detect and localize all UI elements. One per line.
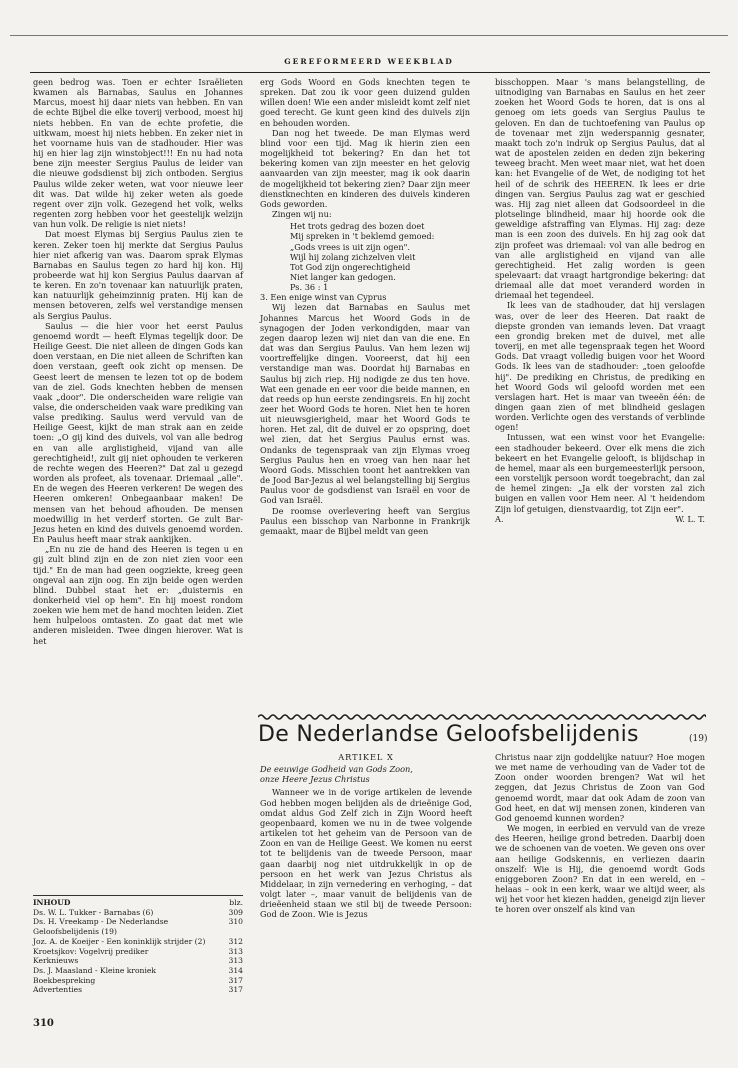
- toc-entry-page: 313: [228, 946, 243, 956]
- poem-line: Mij spreken in 't beklemd gemoed:: [290, 231, 435, 242]
- article-column-2: [495, 752, 705, 915]
- toc-entry: [33, 908, 243, 918]
- column-1: [33, 77, 243, 646]
- signature-author: W. L. T.: [675, 513, 705, 524]
- toc-entry-page: 312: [228, 936, 243, 946]
- toc-entry-title: Advertenties: [33, 985, 83, 995]
- paragraph: Intussen, wat een winst voor het Evangelie: een stadhouder bekeerd. Over elk mens die zich bekeert en het Evangelie gelooft, is blijdschap in de hemel, maar als een burgemeesterlijk persoon, een vorstelijk persoon wordt toegebracht, dan zal de hemel zingen: „Ja elk der vorsten zal zich buigen en vallen voor Hem neer. Al 't heidendom Zijn lof getuigen, dienstvaardig, tot Zijn eer".: [495, 432, 705, 514]
- toc-entry-title: Joz. A. de Koeijer - Een koninklijk strijder (2): [33, 936, 206, 946]
- paragraph: geen bedrog was. Toen er echter Israëlieten kwamen als Barnabas, Saulus en Johannes Marcus, moest hij daar niets van hebben. En van de echte Bijbel die elke toverij verbood, moest hij niets hebben. En van de echte profetie, die uitkwam, moest hij niets hebben. En zeker niet in het voorname huis van de stadhouder. Hier was hij en hier lag zijn winstobject!!! En nu had nota bene zijn meester Sergius Paulus de leider van die nieuwe godsdienst bij zich ontboden. Sergius Paulus wilde zeker weten, wat voor nieuwe leer dit was. Dat wilde hij zeker weten als goede regent over zijn volk. Gezegend het volk, welks regenten zorg hebben voor het geestelijk welzijn van hun volk. De religie is niet niets!: [33, 77, 243, 230]
- toc-entry-title: Ds. J. Maasland - Kleine kroniek: [33, 965, 156, 975]
- poem-line: Wijl hij zolang zichzelven vleit: [290, 251, 416, 262]
- toc-entry: [33, 937, 243, 947]
- toc-entry: [33, 947, 243, 957]
- subtitle-line: De eeuwige Godheid van Gods Zoon,: [260, 764, 413, 775]
- page-number: 310: [33, 1018, 54, 1029]
- paragraph: „En nu zie de hand des Heeren is tegen u en gij zult blind zijn en de zon niet zien voor een tijd." En de man had geen oogziekte, kreeg geen ongeval aan zijn oog. En zijn beide ogen werden blind. Dubbel staat het er: „duisternis en donkerheid viel op hem". En hij moest rondom zoeken wie hem met de hand mochten leiden. Ziet hem hulpeloos omtasten. Zo gaat dat met wie anderen misleiden. Twee dingen hierover. Wat is het: [33, 544, 243, 646]
- toc-entry: [33, 976, 243, 986]
- toc-entry-title: Boekbespreking: [33, 975, 96, 985]
- running-header: GEREFORMEERD WEEKBLAD: [284, 57, 454, 66]
- signature: [495, 514, 705, 524]
- signature-initial: A.: [495, 513, 504, 524]
- psalm-reference: Ps. 36 : 1: [290, 282, 329, 293]
- column-2: [260, 77, 470, 536]
- section-heading: 3. Een enige winst van Cyprus: [260, 292, 387, 303]
- header-rule: [30, 72, 710, 73]
- toc-entry-title: Ds. H. Vreekamp - De Nederlandse Geloofsbelijdenis (19): [33, 917, 169, 937]
- poem-line: „Gods vrees is uit zijn ogen".: [290, 241, 411, 252]
- paragraph: Wij lezen dat Barnabas en Saulus met Johannes Marcus het Woord Gods in de synagogen der Joden verkondigden, maar van zegen daarop lezen wij niet dan van die ene. En dat was dan Sergius Paulus. Van hem lezen wij voortreffelijke dingen. Vooreerst, dat hij een verstandige man was. Doordat hij Barnabas en Saulus bij zich riep. Hij nodigde ze dus ten hove. Wat een genade en eer voor die beide mannen, en dat reeds op hun eerste zendingsreis. En hij zocht zeer het Woord Gods te horen. Niet hen te horen uit nieuwsgierigheid, maar het Woord Gods te horen. Het zal, dit de duivel er zo opspring, doet wel zien, dat het Sergius Paulus ernst was. Ondanks de tegenspraak van zijn Elymas vroeg Sergius Paulus hen en vroeg van hen naar het Woord Gods. Misschien toont het aantrekken van de Jood Bar-Jezus al wel belangstelling bij Sergius Paulus voor de godsdienst van Israël en voor de God van Israël.: [260, 302, 470, 506]
- paragraph: Dan nog het tweede. De man Elymas werd blind voor een tijd. Mag ik hierin zien een mogelijkheid tot bekering? En dan het tot bekering komen van zijn meester en het gelovig aanvaarden van zijn meester, mag ik ook daarin de mogelijkheid tot bekering zien? Daar zijn meer dienstknechten en kinderen des duivels kinderen Gods geworden.: [260, 127, 470, 209]
- psalm-quote: [290, 221, 470, 292]
- poem-line: Tot God zijn ongerechtigheid: [290, 261, 411, 272]
- paragraph: Saulus — die hier voor het eerst Paulus genoemd wordt — heeft Elymas tegelijk door. De Heilige Geest. Die niet alleen de dingen Gods kan doen verstaan, en Die niet alleen de Schriften kan doen verstaan, geeft ook zicht op mensen. De Geest leert de mensen te lezen tot op de bodem van de ziel. Gods knechten hebben de mensen vaak „door". Die onderscheiden ware religie van valse, die onderscheiden vaak ware prediking van valse prediking. Saulus werd vervuld van de Heilige Geest, kijkt de man strak aan en zeide toen: „O gij kind des duivels, vol van alle bedrog en van alle arglistigheid, vijand van alle gerechtigheid!, zult gij niet ophouden te verkeren de rechte wegen des Heeren?" Dat zal u gezegd worden als profeet, als tovenaar. Driemaal „alle". En de wegen des Heeren verkeren! De wegen des Heeren omkeren! Onbegaanbaar maken! De mensen van het behoud afhouden. De mensen moedwillig in het verderf storten. Ge zult Bar-Jezus heten en kind des duivels genoemd worden. En Paulus heeft maar strak aankijken.: [33, 320, 243, 545]
- artikel-heading: ARTIKEL X: [338, 752, 394, 762]
- paragraph: bisschoppen. Maar 's mans belangstelling, de uitnodiging van Barnabas en Saulus en het zeer zoeken het Woord Gods te horen, dat is ons al genoeg om iets goeds van Sergius Paulus te geloven. En dan de tuchtoefening van Paulus op de tovenaar met zijn wederspannig gesnater, maakt toch zo'n indruk op Sergius Paulus, dat al wat de apostelen zeiden en deden zijn bekering teweeg bracht. Men weet maar niet, wat het doen kan: het Evangelie of de Wet, de nodiging tot het heil of de schrik des HEEREN. Ik lees er drie dingen van. Sergius Paulus zag wat er geschied was. Hij zag niet alleen dat Godsoordeel in die plotselinge blindheid, maar hij hoorde ook die geweldige afstraffing van Elymas. Hij zag: deze man is een zoon des duivels. En hij zag ook dat zijn profeet was driemaal: vol van alle bedrog en van alle arglistigheid en vijand van alle gerechtigheid. Het zalig worden is geen spelevaart: dat vraagt hartgrondige bekering: dat driemaal alle dat moet veranderd worden in driemaal het tegendeel.: [495, 77, 705, 301]
- paragraph: Ik lees van de stadhouder, dat hij verslagen was, over de leer des Heeren. Dat raakt de diepste gronden van iemands leven. Dat vraagt een grondig breken met de duivel, met alle toverij, en met alle tegenspraak tegen het Woord Gods. Dat vraagt volledig buigen voor het Woord Gods. Ik lees van de stadhouder: „toen geloofde hij". De prediking en Christus, de prediking en het Woord Gods wil geloofd worden met een verslagen hart. Het is maar van tweeën één: de dingen gaan zien of met blindheid geslagen worden. Verlichte ogen des verstands of verblinde ogen!: [495, 300, 705, 433]
- paragraph: erg Gods Woord en Gods knechten tegen te spreken. Dat zou ik voor geen duizend gulden willen doen! Wie een ander misleidt komt zelf niet goed terecht. Ge kunt geen kind des duivels zijn en behouden worden.: [260, 77, 470, 128]
- paragraph: Zingen wij nu:: [272, 209, 332, 220]
- article-subtitle: [260, 764, 472, 784]
- paragraph: Christus naar zijn goddelijke natuur? Hoe mogen we met name de verhouding van de Vader tot de Zoon onder woorden brengen? Wat wil het zeggen, dat Jezus Christus de Zoon van God genoemd wordt, maar dat ook Adam de zoon van God heet, en dat wij mensen zonen, kinderen van God genoemd kunnen worden?: [495, 752, 705, 823]
- paragraph: De roomse overlevering heeft van Sergius Paulus een bisschop van Narbonne in Frankrijk gemaakt, maar de Bijbel meldt van geen: [260, 505, 470, 536]
- poem-line: Het trots gedrag des bozen doet: [290, 221, 425, 232]
- poem-line: Niet langer kan gedogen.: [290, 271, 396, 282]
- article-column-1: [260, 752, 472, 920]
- article-number: (19): [689, 734, 708, 744]
- toc-rule: [33, 895, 243, 896]
- article-title: De Nederlandse Geloofsbelijdenis: [258, 722, 639, 747]
- toc-entry-title: Ds. W. L. Tukker - Barnabas (6): [33, 907, 154, 917]
- wave-divider: [258, 712, 706, 722]
- toc-entry-page: 313: [228, 956, 243, 966]
- toc-entry: [33, 917, 243, 936]
- column-3: [495, 77, 705, 524]
- top-rule: [10, 35, 728, 36]
- paragraph: Wanneer we in de vorige artikelen de levende God hebben mogen belijden als de drieënige God, omdat aldus God Zelf zich in Zijn Woord heeft geopenbaard, komen we nu in de twee volgende artikelen tot het geheim van de Persoon van de Zoon en van de Heilige Geest. We komen nu eerst tot te belijdenis van de tweede Persoon, maar gaan daarbij nog niet uitdrukkelijk in op de persoon en het werk van Jezus Christus als Middelaar, in zijn vernedering en verhoging, – dat volgt later –, maar vanuit de belijdenis van de drieëenheid staan we stil bij de tweede Persoon: God de Zoon. Wie is Jezus: [260, 787, 472, 920]
- paragraph: Dat moest Elymas bij Sergius Paulus zien te keren. Zeker toen hij merkte dat Sergius Paulus hier niet afkerig van was. Daarom sprak Elymas Barnabas en Saulus tegen zo hard hij kon. Hij probeerde wat hij kon Sergius Paulus daarvan af te keren. En zo'n tovenaar kan natuurlijk praten, kan natuurlijk geheimzinnig praten. Hij kan de mensen betoveren, zelfs wel verstandige mensen als Sergius Paulus.: [33, 229, 243, 321]
- toc-entry-page: 317: [228, 985, 243, 995]
- toc-header: [33, 898, 243, 908]
- toc-title: INHOUD: [33, 898, 71, 907]
- toc-entry-page: 314: [228, 965, 243, 975]
- toc-page-label: blz.: [229, 898, 243, 907]
- toc-entry-page: 310: [228, 917, 243, 927]
- table-of-contents: [33, 895, 243, 995]
- toc-entry-title: Kerknieuws: [33, 956, 79, 966]
- toc-entry-page: 309: [228, 907, 243, 917]
- toc-entry-page: 317: [228, 975, 243, 985]
- paragraph: We mogen, in eerbied en vervuld van de vreze des Heeren, heilige grond betreden. Daarbij doen we de schoenen van de voeten. We geven ons over aan heilige Godskennis, en verliezen daarin onszelf: Wie is Hij, die genoemd wordt Gods eniggeboren Zoon? En dat in een wereld, en – helaas – ook in een kerk, waar we altijd weer, als wij het voor het kiezen hadden, geneigd zijn liever te horen over onszelf als kind van: [495, 823, 706, 915]
- subtitle-line: onze Heere Jezus Christus: [260, 774, 370, 785]
- toc-entry: [33, 966, 243, 976]
- toc-entry: [33, 956, 243, 966]
- toc-entry: [33, 985, 243, 995]
- toc-entry-title: Kroetsjkov: Vogelvrij prediker: [33, 946, 149, 956]
